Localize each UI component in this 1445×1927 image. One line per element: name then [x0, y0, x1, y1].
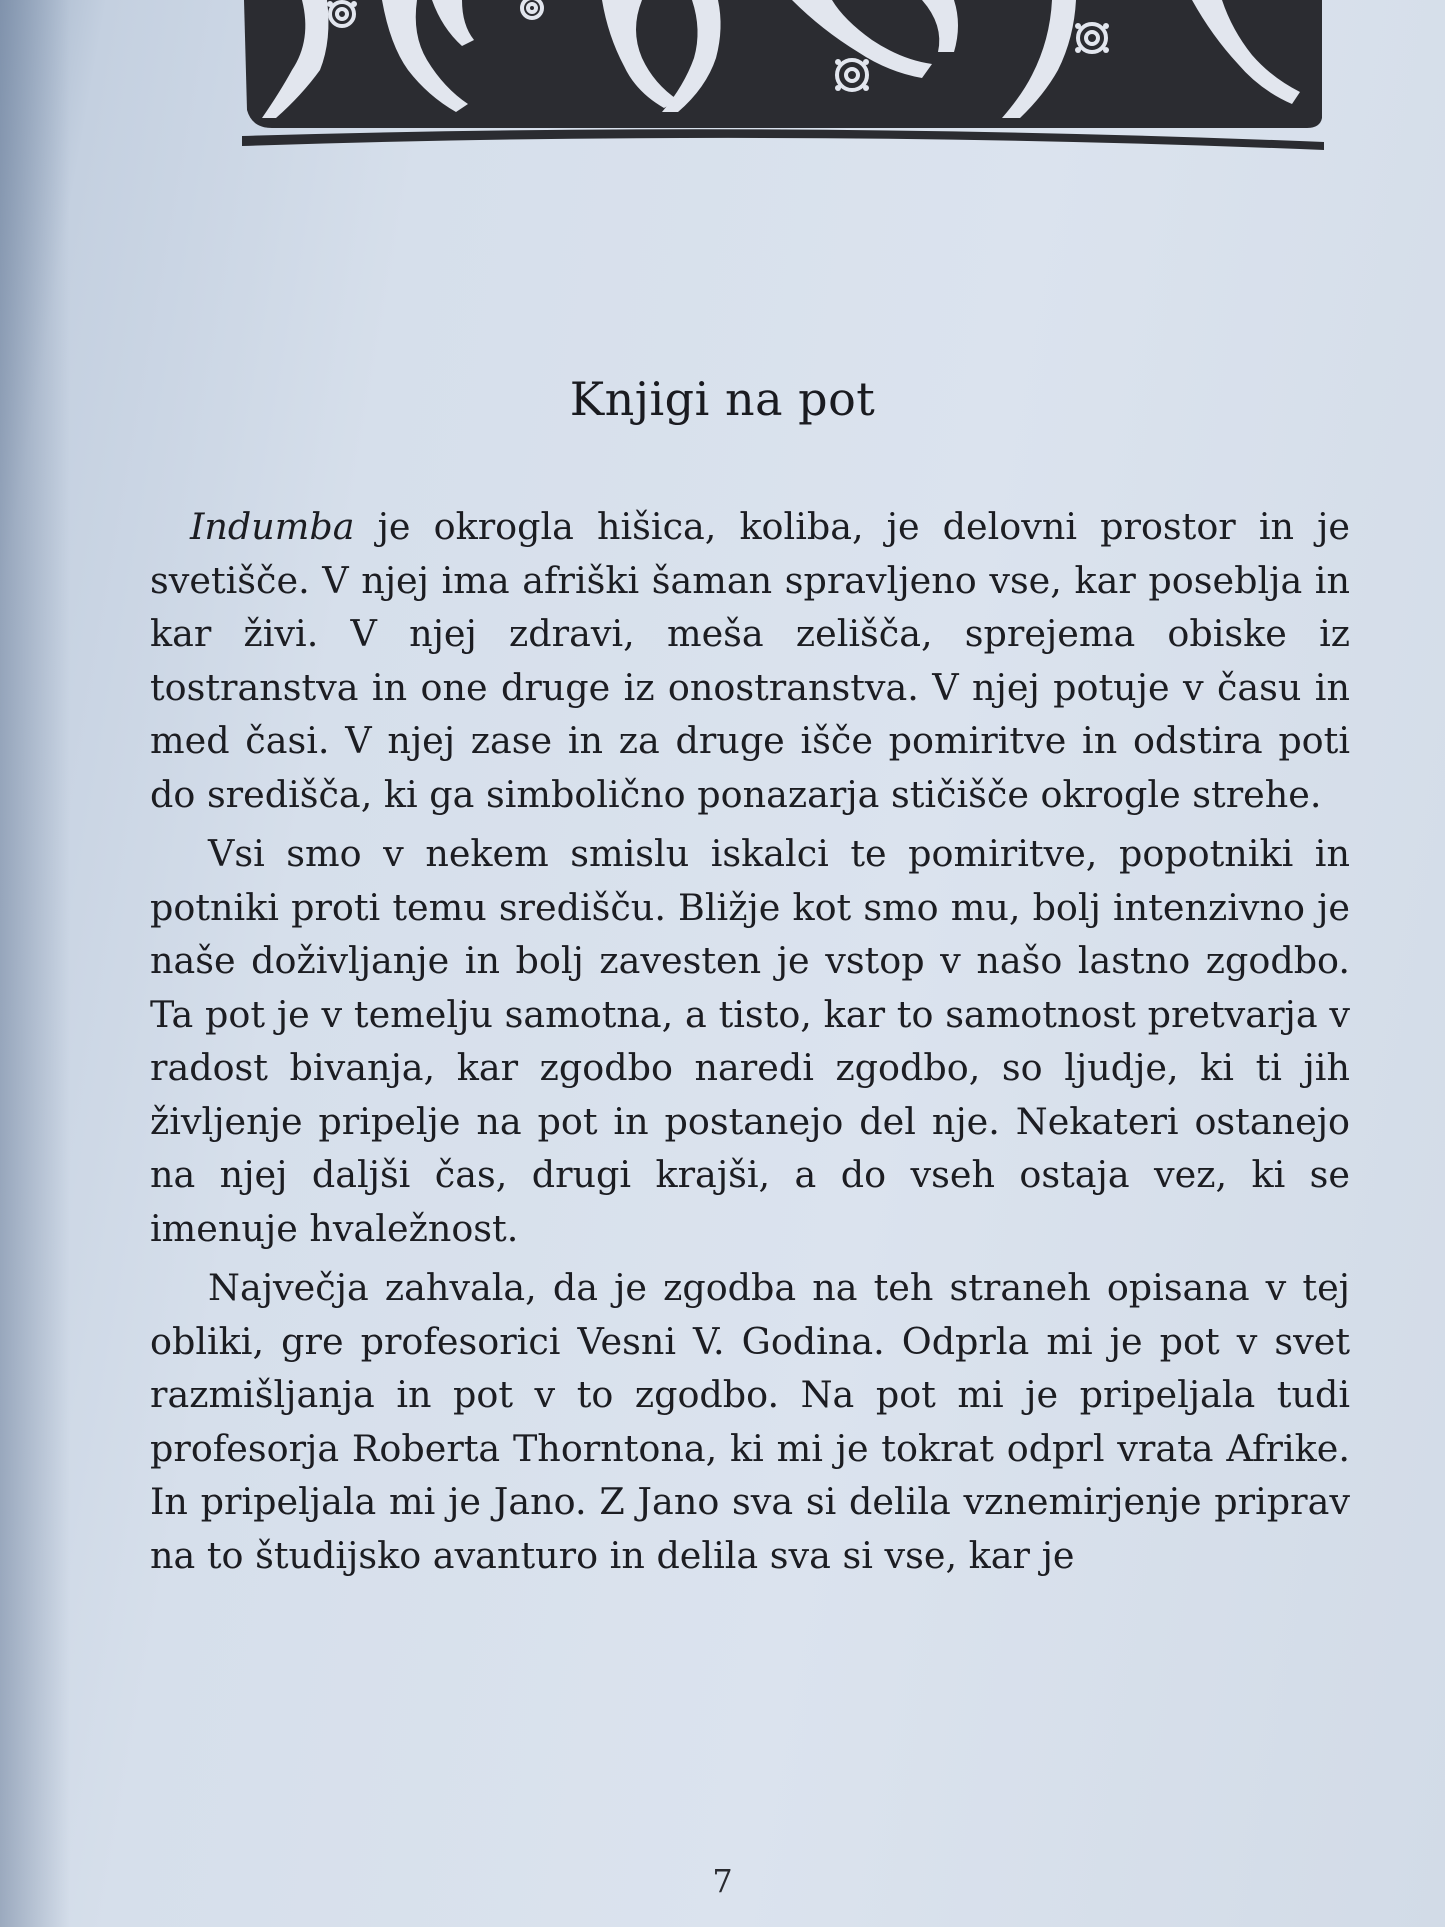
decorative-banner-icon	[232, 0, 1332, 150]
page-gutter-shadow	[0, 0, 70, 1927]
page-number: 7	[712, 1862, 733, 1900]
paragraph-1-text: je okrogla hišica, koliba, je delovni prostor in je svetišče. V njej ima afriški šaman spravljeno vse, kar poseblja in kar živi. V njej zdravi, meša zelišča, sprejema obiske iz tostranstva in one druge iz onostranstva. V njej potuje v času in med časi. V njej zase in za druge išče pomiritve in odstira poti do središča, ki ga simbolično ponazarja stičišče okrogle strehe.	[150, 505, 1350, 816]
chapter-body	[150, 500, 1350, 1588]
chapter-title: Knjigi na pot	[569, 372, 876, 426]
paragraph-3: Največja zahvala, da je zgodba na teh straneh opisana v tej obliki, gre profesorici Vesni V. Godina. Odprla mi je pot v svet razmišljanja in pot v to zgodbo. Na pot mi je pripeljala tudi profesorja Roberta Thorntona, ki mi je tokrat odprl vrata Afrike. In pripeljala mi je Jano. Z Jano sva si delila vznemirjenje priprav na to študijsko avanturo in delila sva si vse, kar je	[150, 1266, 1350, 1577]
paragraph-1-lead-term: Indumba	[190, 505, 355, 548]
paragraph-1	[150, 500, 1350, 821]
paragraph-2: Vsi smo v nekem smislu iskalci te pomiritve, popotniki in potniki proti temu središču. Bližje kot smo mu, bolj intenzivno je naše doživljanje in bolj zavesten je vstop v našo lastno zgodbo. Ta pot je v temelju samotna, a tisto, kar to samotnost pretvarja v radost bivanja, kar zgodbo naredi zgodbo, so ljudje, ki ti jih življenje pripelje na pot in postanejo del nje. Nekateri ostanejo na njej daljši čas, drugi krajši, a do vseh ostaja vez, ki se imenuje hvaležnost.	[150, 832, 1350, 1250]
